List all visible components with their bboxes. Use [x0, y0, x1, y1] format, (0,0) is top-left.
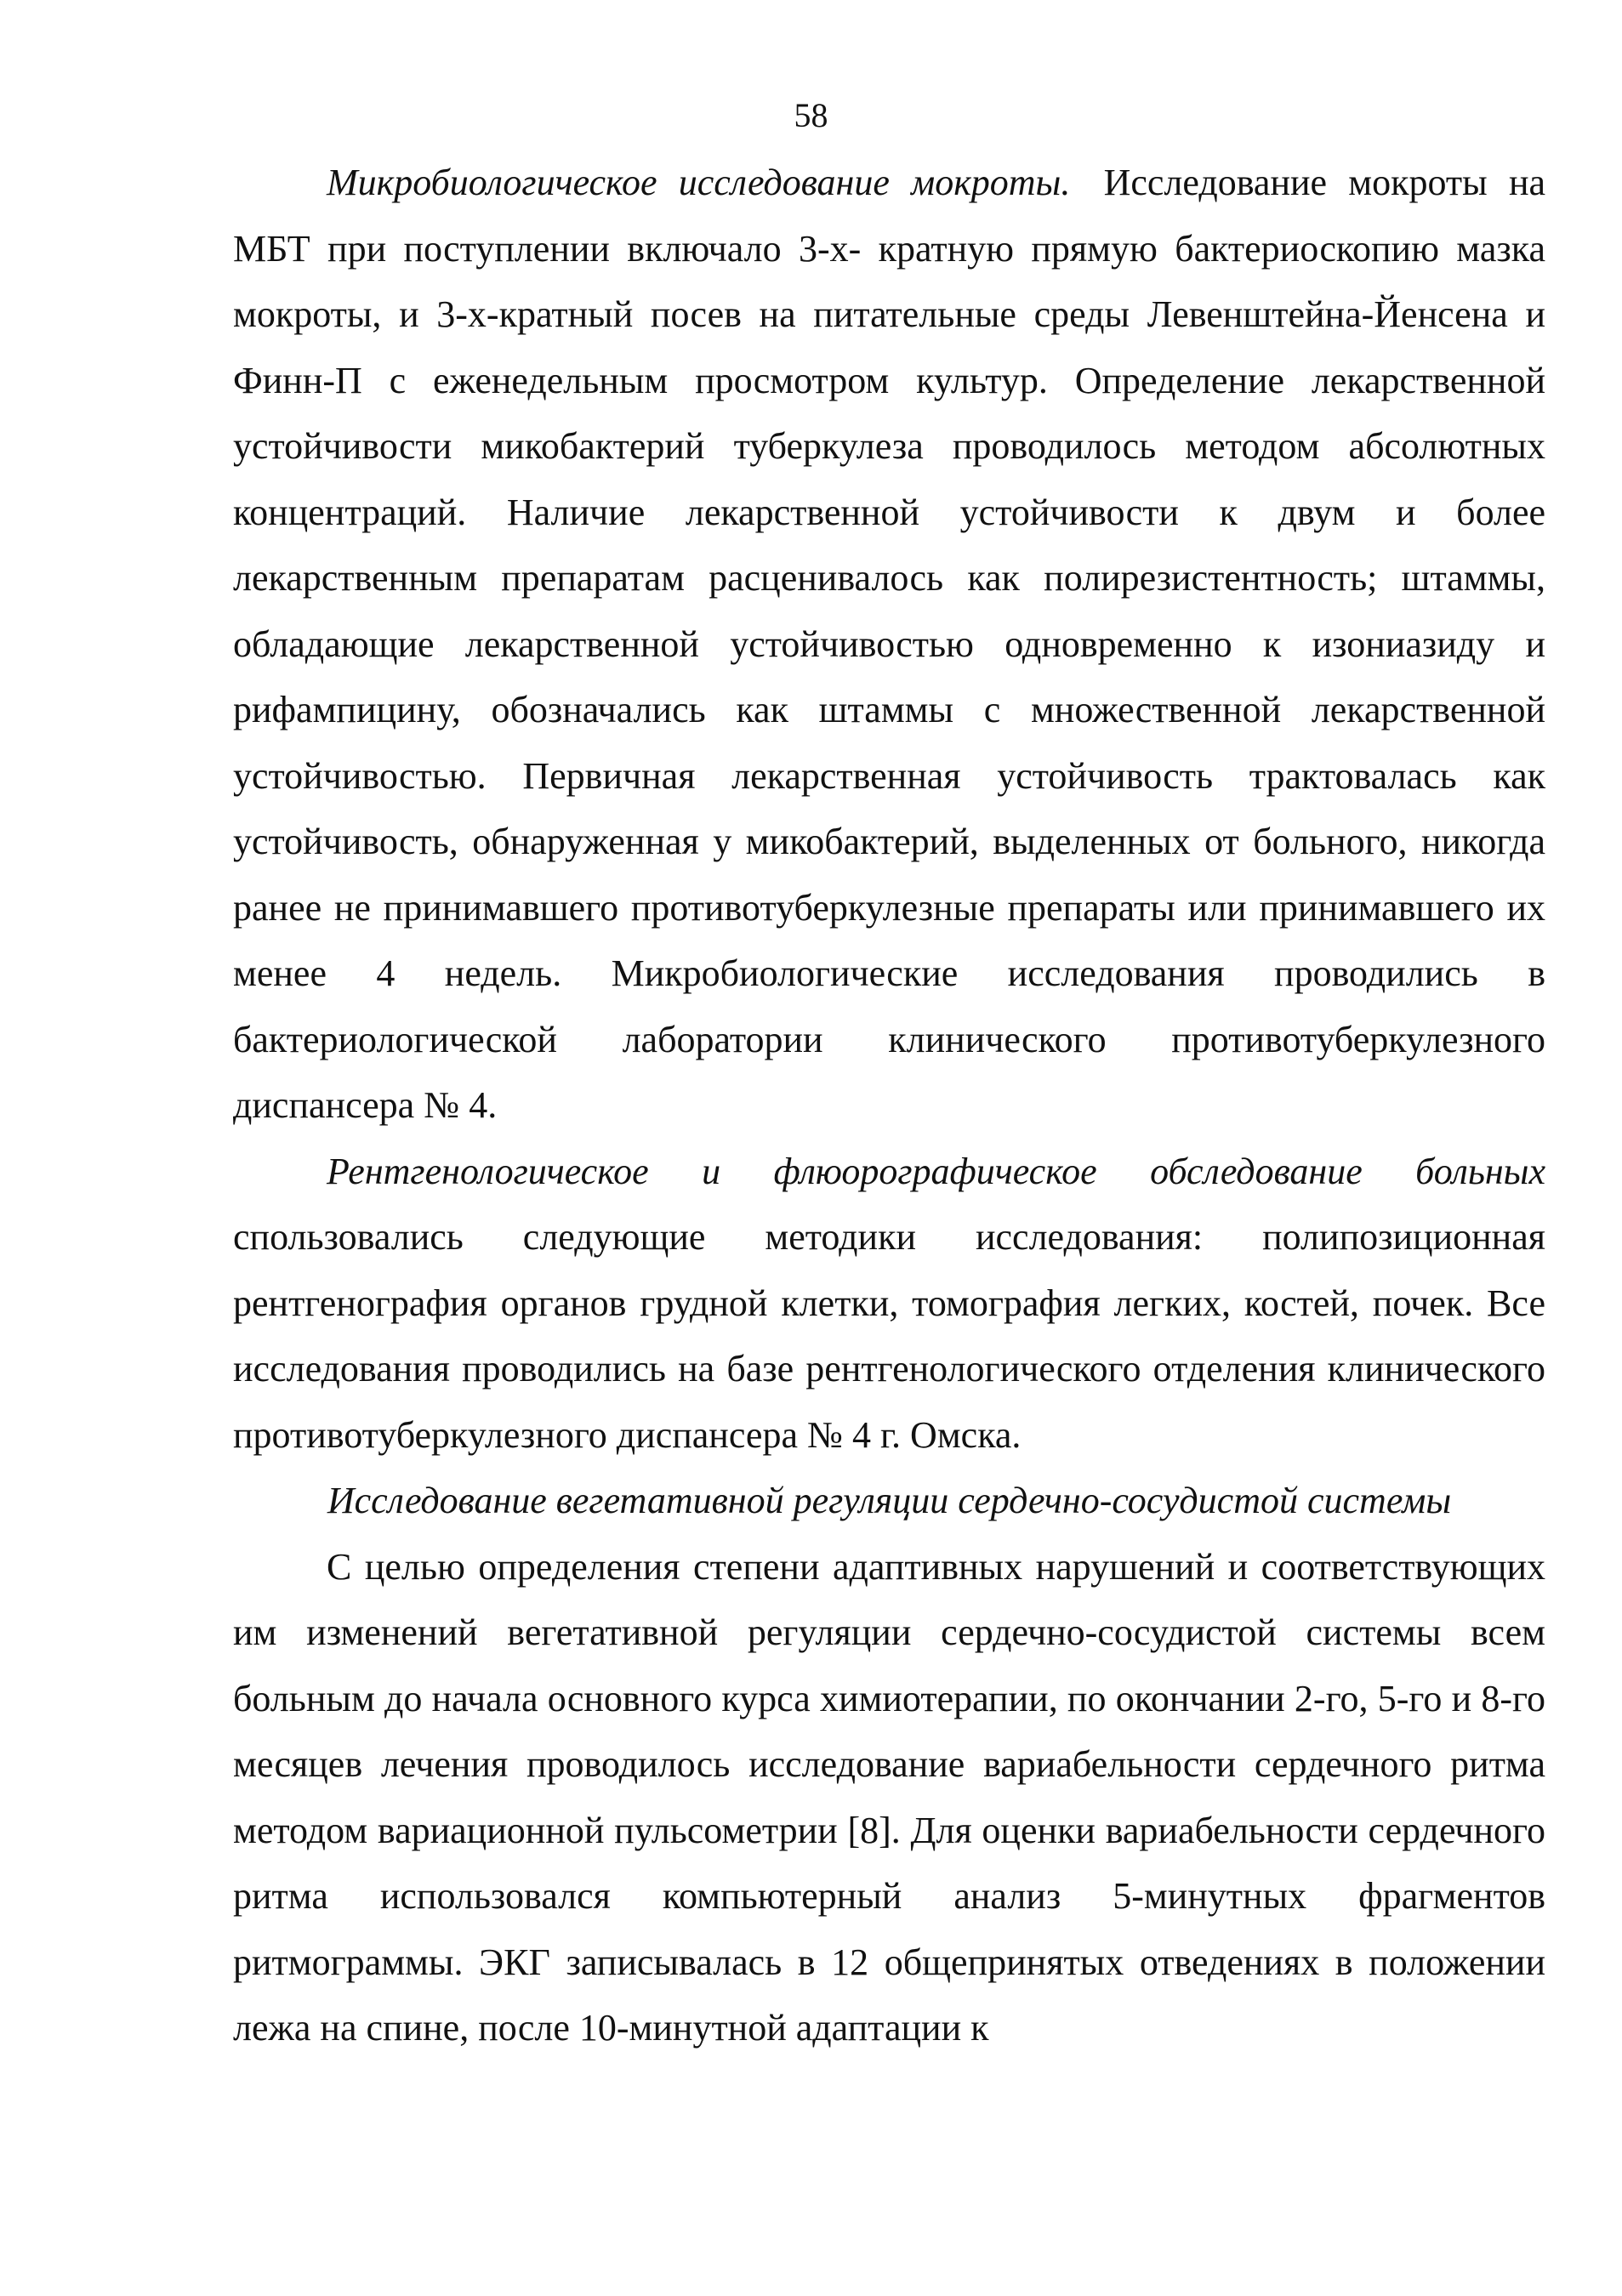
- document-body: [233, 150, 1545, 2061]
- paragraph-microbiology: [233, 150, 1545, 1139]
- page-number: 58: [794, 96, 828, 134]
- section-heading-microbiology: Микробиологическое исследование мокроты.: [327, 162, 1071, 203]
- paragraph-radiology: спользовались следующие методики исследования: полипозиционная рентгенография органов грудной клетки, томография легких, костей, почек. Все исследования проводились на базе рентгенологического отделения клинического противотуберкулезного диспансера № 4 г. Омска.: [233, 1216, 1545, 1456]
- paragraph-microbiology-text: Исследование мокроты на МБТ при поступлении включало 3-х- кратную прямую бактериоскопию мазка мокроты, и 3-х-кратный посев на питательные среды Левенштейна-Йенсена и Финн-П с еженедельным просмотром культур. Определение лекарственной устойчивости микобактерий туберкулеза проводилось методом абсолютных концентраций. Наличие лекарственной устойчивости к двум и более лекарственным препаратам расценивалось как полирезистентность; штаммы, обладающие лекарственной устойчивостью одновременно к изониазиду и рифампицину, обозначались как штаммы с множественной лекарственной устойчивостью. Первичная лекарственная устойчивость трактовалась как устойчивость, обнаруженная у микобактерий, выделенных от больного, никогда ранее не принимавшего противотуберкулезные препараты или принимавшего их менее 4 недель. Микробиологические исследования проводились в бактериологической лаборатории клинического противотуберкулезного диспансера № 4.: [233, 162, 1546, 1126]
- paragraph-vegetative: С целью определения степени адаптивных нарушений и соответствующих им изменений вегетативной регуляции сердечно-сосудистой системы всем больным до начала основного курса химиотерапии, по окончании 2-го, 5-го и 8-го месяцев лечения проводилось исследование вариабельности сердечного ритма методом вариационной пульсометрии [8]. Для оценки вариабельности сердечного ритма использовался компьютерный анализ 5-минутных фрагментов ритмограммы. ЭКГ записывалась в 12 общепринятых отведениях в положении лежа на спине, после 10-минутной адаптации к: [233, 1545, 1545, 2049]
- section-heading-radiology: Рентгенологическое и флюорографическое обследование больных: [327, 1150, 1545, 1192]
- section-heading-vegetative: Исследование вегетативной регуляции сердечно-сосудистой системы: [327, 1480, 1452, 1521]
